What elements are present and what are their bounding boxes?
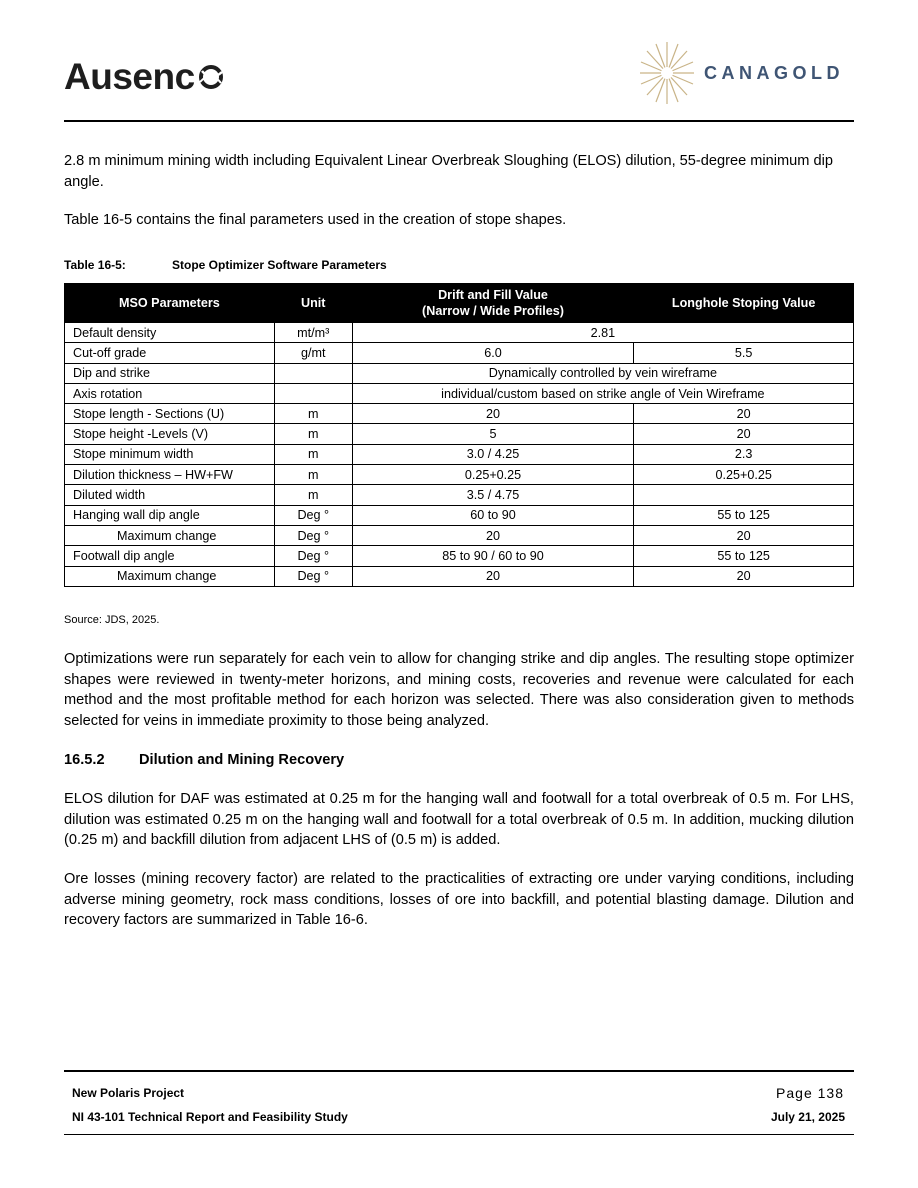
cell-lhs: 20 — [634, 566, 854, 586]
stope-optimizer-table — [64, 283, 854, 587]
sunburst-icon — [638, 40, 696, 106]
cell-param: Diluted width — [65, 485, 275, 505]
cell-lhs: 0.25+0.25 — [634, 465, 854, 485]
cell-param: Axis rotation — [65, 383, 275, 403]
canagold-logo — [638, 40, 844, 106]
cell-unit — [274, 383, 352, 403]
cell-unit: m — [274, 465, 352, 485]
cell-unit: Deg ° — [274, 505, 352, 525]
page-header — [64, 38, 854, 122]
table-row — [65, 505, 854, 525]
cell-lhs: 55 to 125 — [634, 546, 854, 566]
cell-param: Dip and strike — [65, 363, 275, 383]
table-caption-number: Table 16-5: — [64, 258, 126, 272]
cell-daf: 5 — [352, 424, 634, 444]
cell-unit: g/mt — [274, 343, 352, 363]
cell-lhs: 55 to 125 — [634, 505, 854, 525]
cell-unit: Deg ° — [274, 546, 352, 566]
footer-project-name: New Polaris Project — [72, 1086, 185, 1100]
cell-unit: Deg ° — [274, 566, 352, 586]
paragraph-optimizations: Optimizations were run separately for each vein to allow for changing strike and dip angles. The resulting stope optimizer shapes were reviewed in twenty-meter horizons, and mining costs, recoveries and revenue were calculated for each method and the most profitable method for each horizon was selected. There was also consideration given to methods selected for veins in immediate proximity to those being analyzed. — [64, 651, 854, 729]
cell-unit: m — [274, 485, 352, 505]
table-row — [65, 383, 854, 403]
section-title: Dilution and Mining Recovery — [139, 752, 345, 768]
cell-daf: 6.0 — [352, 343, 634, 363]
cell-daf: 3.5 / 4.75 — [352, 485, 634, 505]
footer-page-number: Page 138 — [776, 1085, 844, 1101]
cell-unit: m — [274, 404, 352, 424]
ausenco-swirl-icon — [196, 62, 226, 92]
cell-unit: mt/m³ — [274, 323, 352, 343]
table-row — [65, 343, 854, 363]
cell-lhs: 2.3 — [634, 444, 854, 464]
cell-param: Hanging wall dip angle — [65, 505, 275, 525]
col-header-param: MSO Parameters — [65, 284, 275, 323]
cell-lhs: 5.5 — [634, 343, 854, 363]
footer-divider-bottom — [64, 1134, 854, 1135]
cell-daf: 60 to 90 — [352, 505, 634, 525]
cell-daf: 20 — [352, 566, 634, 586]
col-header-unit: Unit — [274, 284, 352, 323]
col-header-lhs: Longhole Stoping Value — [634, 284, 854, 323]
paragraph-ore-losses: Ore losses (mining recovery factor) are related to the practicalities of extracting ore under varying conditions, including adverse mining geometry, rock mass conditions, losses of ore into backfill, and potential blasting damage. Dilution and recovery factors are summarized in Table 16-6. — [64, 871, 854, 928]
cell-unit: m — [274, 444, 352, 464]
cell-daf: 3.0 / 4.25 — [352, 444, 634, 464]
cell-merged-value: individual/custom based on strike angle of Vein Wireframe — [352, 383, 853, 403]
table-row — [65, 444, 854, 464]
cell-unit — [274, 363, 352, 383]
paragraph-mining-width: 2.8 m minimum mining width including Equivalent Linear Overbreak Sloughing (ELOS) dilution, 55-degree minimum dip angle. — [64, 153, 833, 190]
cell-param: Default density — [65, 323, 275, 343]
ausenco-logo: Ausenc — [64, 56, 226, 98]
cell-daf: 20 — [352, 404, 634, 424]
table-caption — [64, 258, 387, 272]
cell-param: Cut-off grade — [65, 343, 275, 363]
canagold-wordmark: CANAGOLD — [704, 62, 844, 83]
table-row — [65, 424, 854, 444]
table-row — [65, 363, 854, 383]
cell-param: Maximum change — [65, 525, 275, 545]
cell-param: Stope length - Sections (U) — [65, 404, 275, 424]
table-row — [65, 546, 854, 566]
col-header-daf — [352, 284, 634, 323]
section-heading — [64, 752, 344, 768]
cell-lhs: 20 — [634, 404, 854, 424]
cell-daf: 20 — [352, 525, 634, 545]
header-divider — [64, 120, 854, 122]
footer-report-title: NI 43-101 Technical Report and Feasibility Study — [72, 1110, 348, 1124]
cell-param: Maximum change — [65, 566, 275, 586]
section-number: 16.5.2 — [64, 752, 105, 768]
cell-daf: 85 to 90 / 60 to 90 — [352, 546, 634, 566]
table-row — [65, 566, 854, 586]
cell-daf: 0.25+0.25 — [352, 465, 634, 485]
footer-divider-top — [64, 1070, 854, 1072]
cell-lhs: 20 — [634, 424, 854, 444]
table-caption-title: Stope Optimizer Software Parameters — [172, 258, 387, 272]
table-row — [65, 404, 854, 424]
cell-param: Dilution thickness – HW+FW — [65, 465, 275, 485]
cell-param: Footwall dip angle — [65, 546, 275, 566]
paragraph-elos-dilution: ELOS dilution for DAF was estimated at 0.25 m for the hanging wall and footwall for a total overbreak of 0.5 m. For LHS, dilution was estimated 0.25 m on the hanging wall and footwall for a total overbreak of 0.5 m. In addition, mucking dilution (0.25 m) and backfill dilution from adjacent LHS of (0.5 m) is added. — [64, 791, 854, 848]
paragraph-table-intro: Table 16-5 contains the final parameters used in the creation of stope shapes. — [64, 212, 567, 228]
table-row — [65, 323, 854, 343]
table-source: Source: JDS, 2025. — [64, 614, 160, 626]
table-row — [65, 485, 854, 505]
table-row — [65, 525, 854, 545]
cell-unit: Deg ° — [274, 525, 352, 545]
cell-param: Stope height -Levels (V) — [65, 424, 275, 444]
table-header-row — [65, 284, 854, 323]
col-header-daf-line2: (Narrow / Wide Profiles) — [422, 304, 564, 318]
col-header-daf-line1: Drift and Fill Value — [438, 288, 548, 302]
cell-lhs — [634, 485, 854, 505]
footer-date: July 21, 2025 — [770, 1110, 845, 1124]
cell-unit: m — [274, 424, 352, 444]
cell-merged-value: Dynamically controlled by vein wireframe — [352, 363, 853, 383]
cell-param: Stope minimum width — [65, 444, 275, 464]
cell-lhs: 20 — [634, 525, 854, 545]
table-row — [65, 465, 854, 485]
cell-merged-value: 2.81 — [352, 323, 853, 343]
